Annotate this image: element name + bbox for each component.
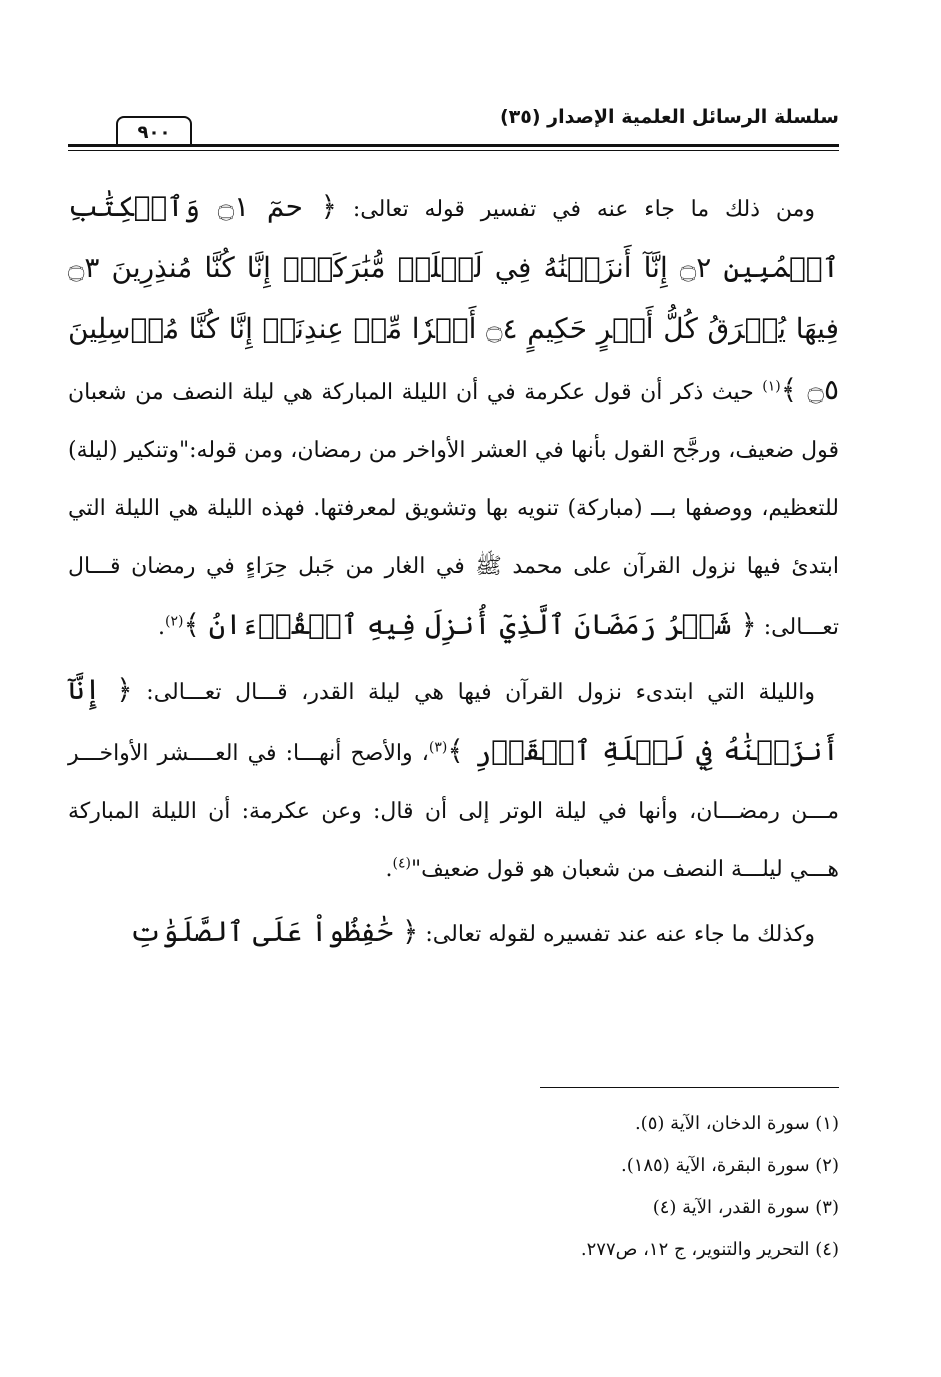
footnotes: [419, 1103, 839, 1271]
main-text: [68, 178, 839, 968]
paragraph-2-body: ، والأصح أنهـــا: في العــــشر الأواخـــر مـــن رمضـــان، وأنها في ليلة الوتر إلى أن قال: وعن عكرمة: أن الليلة المباركة هـــي ليلـــة النصف من شعبان هو قول ضعيف": [68, 741, 839, 882]
header-rule-thick: [68, 144, 839, 147]
footnote-ref-1: (١): [762, 378, 781, 395]
paragraph-1-lead: ومن ذلك ما جاء عنه في تفسير قوله تعالى:: [337, 197, 815, 222]
quran-verse-salawat: ﴿ حَٰفِظُواْ عَلَى ٱلصَّلَوَٰتِ: [129, 915, 419, 948]
quran-verse-baqarah: ﴿ شَهۡرُ رَمَضَانَ ٱلَّذِيٓ أُنزِلَ فِيهِ ٱلۡقُرۡءَانُ ﴾: [183, 608, 757, 641]
quran-verse-qadr: ﴿ إِنَّآ أَنزَلۡنَٰهُ فِي لَيۡلَةِ ٱلۡقَدۡرِ ﴾: [68, 673, 839, 767]
paragraph-2: [68, 661, 839, 899]
footnote-separator: [540, 1087, 839, 1088]
footnote-2: (٢) سورة البقرة، الآية (١٨٥).: [620, 1155, 839, 1176]
header-rule-thin: [68, 150, 839, 151]
paragraph-1-end: .: [158, 615, 166, 640]
quran-verse-dukhan: ﴿ حمٓ ۝١ وَٱلۡكِتَٰبِ ٱلۡمُبِينِ ۝٢ إِنَّآ أَنزَلۡنَٰهُ فِي لَيۡلَةٖ مُّبَٰرَكَةٍۚ إِنَّا كُنَّا مُنذِرِينَ ۝٣ فِيهَا يُفۡرَقُ كُلُّ أَمۡرٍ حَكِيمٍ ۝٤ أَمۡرٗا مِّنۡ عِندِنَآۚ إِنَّا كُنَّا مُرۡسِلِينَ ۝٥ ﴾: [68, 190, 839, 406]
paragraph-1: [68, 178, 839, 657]
footnote-ref-4: (٤): [392, 855, 411, 872]
series-title: سلسلة الرسائل العلمية الإصدار (٣٥): [499, 106, 839, 128]
footnote-ref-3: (٣): [428, 739, 448, 756]
paragraph-3-lead: وكذلك ما جاء عنه عند تفسيره لقوله تعالى:: [418, 922, 815, 947]
footnote-3: (٣) سورة القدر، الآية (٤): [652, 1197, 839, 1218]
footnote-ref-2: (٢): [165, 613, 184, 630]
paragraph-3: [68, 903, 839, 964]
page-number: ٩٠٠: [116, 116, 192, 146]
paragraph-1-body: حيث ذكر أن قول عكرمة في أن الليلة المباركة هي ليلة النصف من شعبان قول ضعيف، ورجَّح القول بأنها في العشر الأواخر من رمضان، ومن قوله:"وتنكير (ليلة) للتعظيم، ووصفها بـــ (مباركة) تنويه بها وتشويق لمعرفتها. فهذه الليلة هي الليلة التي ابتدئ فيها نزول القرآن على محمد ﷺ في الغار من جَبل حِرَاءٍ في رمضان قـــال تعـــالى:: [68, 380, 839, 640]
paragraph-2-end: .: [385, 857, 393, 882]
footnote-1: (١) سورة الدخان، الآية (٥).: [634, 1113, 839, 1134]
footnote-4: (٤) التحرير والتنوير، ج ١٢، ص٢٧٧.: [580, 1239, 839, 1260]
paragraph-2-lead: والليلة التي ابتدىء نزول القرآن فيها هي ليلة القدر، قـــال تعـــالى:: [132, 680, 815, 705]
